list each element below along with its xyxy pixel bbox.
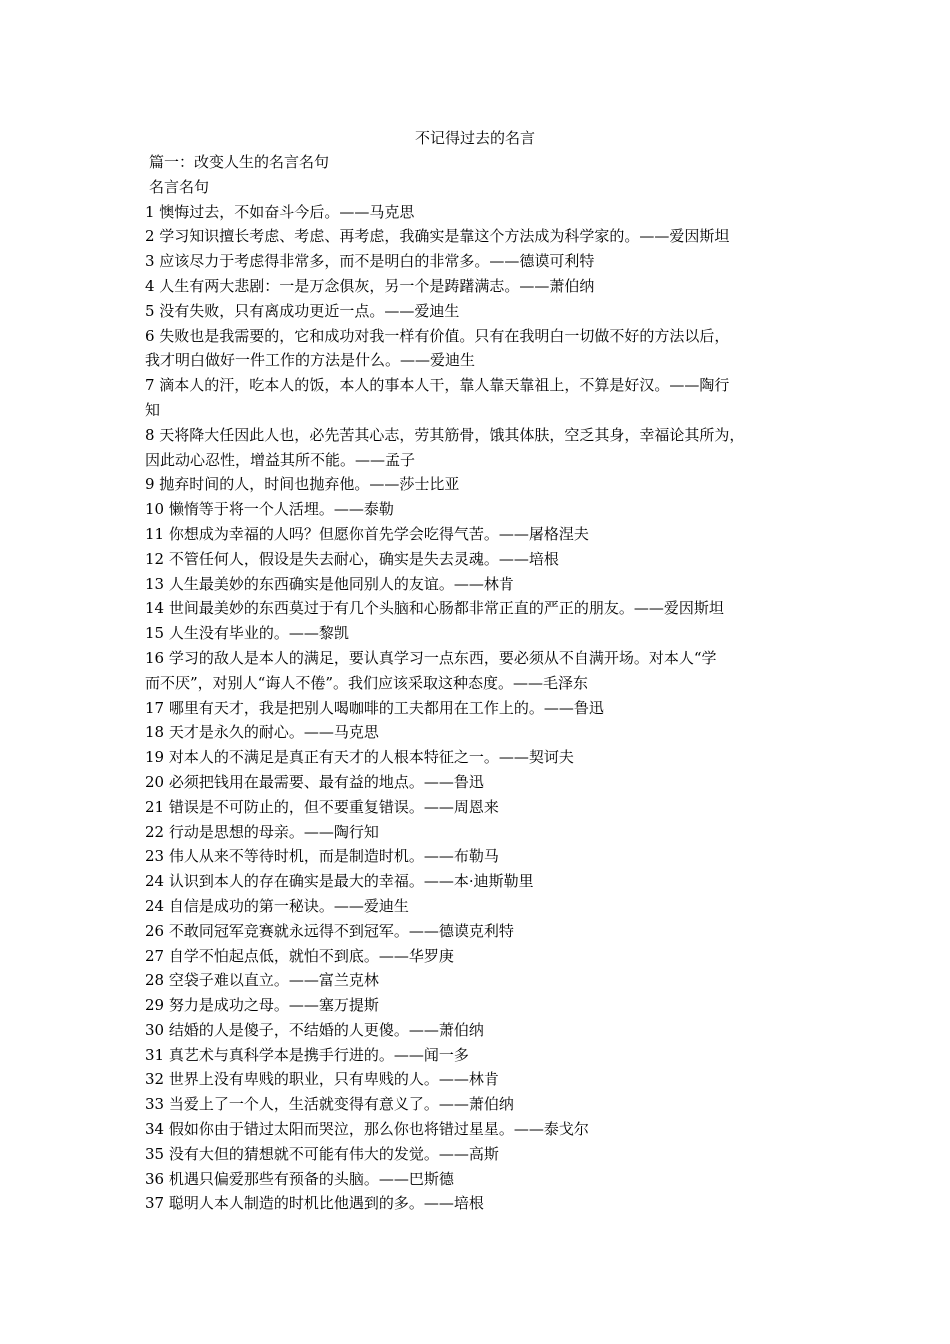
section-subheading: 名言名句 xyxy=(149,177,210,196)
quote-line: 33 当爱上了一个人，生活就变得有意义了。——萧伯纳 xyxy=(145,1095,514,1114)
quote-line: 31 真艺术与真科学本是携手行进的。——闻一多 xyxy=(145,1045,469,1064)
quote-line: 11 你想成为幸福的人吗？但愿你首先学会吃得气苦。——屠格涅夫 xyxy=(145,524,589,543)
document-title: 不记得过去的名言 xyxy=(414,129,535,147)
quote-line: 36 机遇只偏爱那些有预备的头脑。——巴斯德 xyxy=(145,1169,454,1188)
quote-line: 17 哪里有天才，我是把别人喝咖啡的工夫都用在工作上的。——鲁迅 xyxy=(145,698,604,717)
quote-line: 6 失败也是我需要的，它和成功对我一样有价值。只有在我明白一切做不好的方法以后， xyxy=(145,326,730,345)
document-body xyxy=(145,150,820,1216)
quote-list xyxy=(145,200,820,1217)
quote-line: 30 结婚的人是傻子，不结婚的人更傻。——萧伯纳 xyxy=(145,1020,484,1039)
quote-line: 10 懒惰等于将一个人活埋。——泰勒 xyxy=(145,500,394,519)
quote-line: 9 抛弃时间的人，时间也抛弃他。——莎士比亚 xyxy=(145,475,460,494)
quote-line: 因此动心忍性，增益其所不能。——孟子 xyxy=(145,450,416,469)
quote-line: 24 认识到本人的存在确实是最大的幸福。——本·迪斯勒里 xyxy=(145,872,534,891)
quote-line: 24 自信是成功的第一秘诀。——爱迪生 xyxy=(145,896,409,915)
quote-line: 27 自学不怕起点低，就怕不到底。——华罗庚 xyxy=(145,946,454,965)
section-heading: 篇一：改变人生的名言名句 xyxy=(149,153,330,171)
quote-line: 4 人生有两大悲剧：一是万念俱灰，另一个是踌躇满志。——萧伯纳 xyxy=(145,276,595,295)
quote-line: 34 假如你由于错过太阳而哭泣，那么你也将错过星星。——泰戈尔 xyxy=(145,1120,589,1139)
quote-line: 37 聪明人本人制造的时机比他遇到的多。——培根 xyxy=(145,1194,484,1213)
quote-line: 13 人生最美妙的东西确实是他同别人的友谊。——林肯 xyxy=(145,574,514,593)
quote-line: 18 天才是永久的耐心。——马克思 xyxy=(145,723,379,742)
quote-line: 22 行动是思想的母亲。——陶行知 xyxy=(145,822,379,841)
quote-line: 19 对本人的不满足是真正有天才的人根本特征之一。——契诃夫 xyxy=(145,748,574,767)
quote-line: 14 世间最美妙的东西莫过于有几个头脑和心肠都非常正直的严正的朋友。——爱因斯坦 xyxy=(145,599,724,618)
quote-line: 5 没有失败，只有离成功更近一点。——爱迪生 xyxy=(145,301,460,320)
quote-line: 7 滴本人的汗，吃本人的饭，本人的事本人干，靠人靠天靠祖上，不算是好汉。——陶行 xyxy=(145,376,730,395)
quote-line: 8 天将降大任因此人也，必先苦其心志，劳其筋骨，饿其体肤，空乏其身，幸福论其所为， xyxy=(145,425,745,444)
quote-line: 28 空袋子难以直立。——富兰克林 xyxy=(145,971,379,990)
quote-line: 15 人生没有毕业的。——黎凯 xyxy=(145,624,349,643)
quote-line: 21 错误是不可防止的，但不要重复错误。——周恩来 xyxy=(145,797,499,816)
quote-line: 3 应该尽力于考虑得非常多，而不是明白的非常多。——德谟可利特 xyxy=(145,252,595,271)
quote-line: 20 必须把钱用在最需要、最有益的地点。——鲁迅 xyxy=(145,772,484,791)
quote-line: 32 世界上没有卑贱的职业，只有卑贱的人。——林肯 xyxy=(145,1070,499,1089)
quote-line: 26 不敢同冠军竞赛就永远得不到冠军。——德谟克利特 xyxy=(145,921,514,940)
quote-line: 2 学习知识擅长考虑、考虑、再考虑，我确实是靠这个方法成为科学家的。——爱因斯坦 xyxy=(145,227,730,246)
quote-line: 而不厌”，对别人“诲人不倦”。我们应该采取这种态度。——毛泽东 xyxy=(145,673,589,692)
quote-line: 16 学习的敌人是本人的满足，要认真学习一点东西，要必须从不自满开场。对本人“学 xyxy=(145,648,717,667)
quote-line: 我才明白做好一件工作的方法是什么。——爱迪生 xyxy=(145,351,476,370)
quote-line: 23 伟人从来不等待时机，而是制造时机。——布勒马 xyxy=(145,847,499,866)
quote-line: 1 懊悔过去，不如奋斗今后。——马克思 xyxy=(145,202,415,221)
quote-line: 12 不管任何人，假设是失去耐心，确实是失去灵魂。——培根 xyxy=(145,549,559,568)
quote-line: 35 没有大但的猜想就不可能有伟大的发觉。——高斯 xyxy=(145,1144,499,1163)
quote-line: 知 xyxy=(145,400,161,419)
quote-line: 29 努力是成功之母。——塞万提斯 xyxy=(145,996,379,1015)
